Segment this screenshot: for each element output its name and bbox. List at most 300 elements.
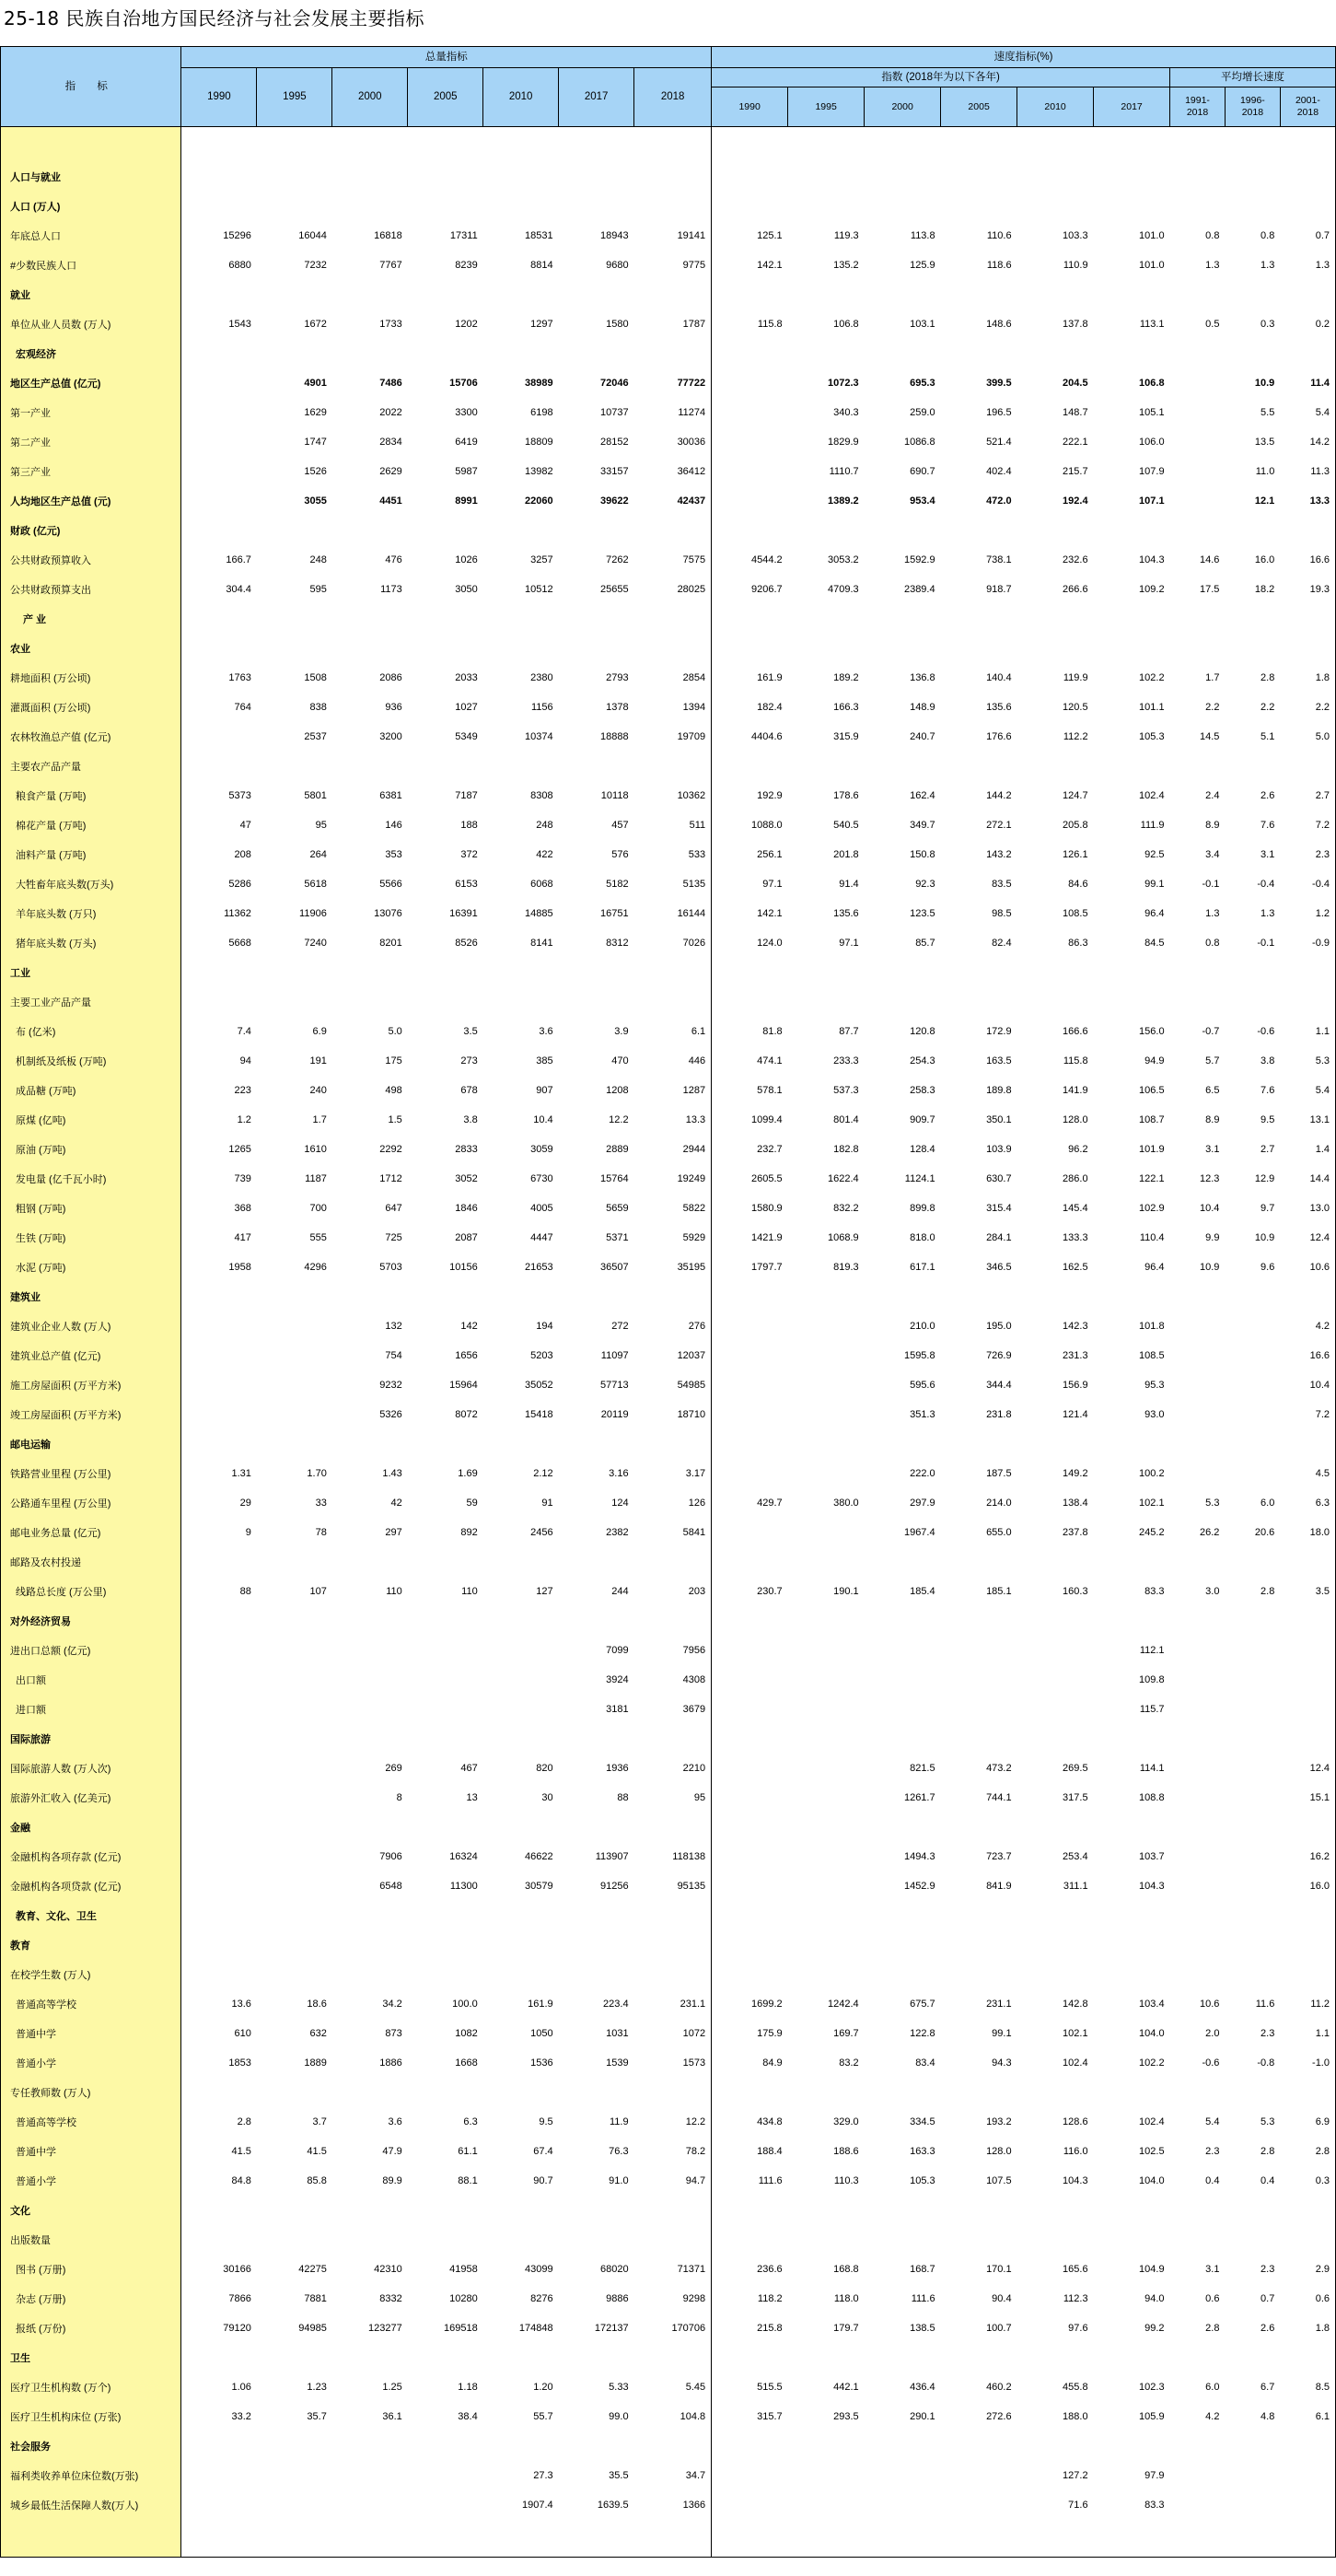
data-cell (181, 1547, 257, 1577)
data-cell (1225, 1960, 1280, 1989)
data-cell (1225, 516, 1280, 545)
data-cell (712, 2343, 788, 2372)
avg-period-header: 1996- 2018 (1225, 87, 1280, 127)
data-cell: 84.6 (1068, 879, 1088, 890)
data-cell (332, 2461, 408, 2490)
data-cell: 675.7 (910, 1999, 935, 2010)
data-cell (181, 1695, 257, 1724)
data-cell (1280, 2343, 1335, 2372)
data-cell (788, 2490, 865, 2520)
data-cell: 13982 (525, 466, 553, 477)
data-cell: 3.1 (1260, 849, 1275, 860)
data-cell: 6880 (228, 260, 251, 271)
data-cell: 71.6 (1068, 2500, 1088, 2511)
data-cell: 1297 (530, 319, 553, 330)
data-cell (408, 127, 483, 163)
data-cell: 1072 (634, 2019, 712, 2048)
data-cell (1094, 2431, 1170, 2461)
data-cell (1017, 162, 1094, 192)
data-cell (181, 1341, 257, 1370)
data-cell (1170, 1665, 1226, 1695)
data-cell: 3679 (634, 1695, 712, 1724)
data-cell: 179.7 (833, 2323, 859, 2334)
data-cell: 1.70 (307, 1468, 327, 1479)
data-cell (712, 1636, 788, 1665)
row-label: 地区生产总值 (亿元) (1, 368, 181, 398)
data-cell: 14.4 (1280, 1164, 1335, 1194)
data-cell (1280, 604, 1335, 634)
data-cell: 2389.4 (903, 584, 935, 595)
data-cell (865, 1429, 941, 1459)
data-cell (941, 987, 1017, 1017)
data-cell (408, 1901, 483, 1930)
data-cell (865, 2225, 941, 2255)
data-cell: 832.2 (833, 1203, 859, 1214)
data-cell (483, 1960, 559, 1989)
data-cell: 236.6 (757, 2264, 783, 2275)
data-cell: 103.4 (1139, 1999, 1165, 2010)
data-cell: 5182 (606, 879, 629, 890)
data-cell: 38.4 (458, 2411, 478, 2422)
data-cell (181, 2490, 257, 2520)
data-cell (559, 987, 634, 1017)
data-cell (1225, 634, 1280, 663)
data-cell: 819.3 (833, 1262, 859, 1273)
data-cell (634, 339, 712, 368)
table-row (1, 899, 1336, 928)
data-cell (1170, 127, 1226, 163)
data-cell: 36.1 (382, 2411, 402, 2422)
table-row (1, 339, 1336, 368)
data-cell: 3050 (455, 584, 478, 595)
data-cell: 13.6 (231, 1999, 251, 2010)
data-cell: 193.2 (986, 2116, 1012, 2127)
data-cell (941, 2343, 1017, 2372)
data-cell (257, 1724, 332, 1754)
data-cell (865, 1547, 941, 1577)
row-label: 粮食产量 (万吨) (1, 781, 181, 810)
data-cell: 8201 (379, 938, 402, 949)
data-cell: 142 (460, 1321, 478, 1332)
data-cell: 3924 (606, 1674, 629, 1685)
data-cell: 168.8 (833, 2264, 859, 2275)
table-header (1, 47, 1336, 127)
table-row (1, 2372, 1336, 2402)
data-cell (1280, 987, 1335, 1017)
year-header: 1990 (181, 68, 257, 127)
data-cell: 5.3 (1280, 1046, 1335, 1076)
data-cell (634, 1282, 712, 1311)
data-cell: 6548 (379, 1881, 402, 1892)
data-cell (941, 1606, 1017, 1636)
data-cell: 8.9 (1205, 820, 1220, 831)
data-cell (559, 752, 634, 781)
data-cell: 137.8 (1063, 319, 1088, 330)
data-cell: 26.2 (1200, 1527, 1220, 1538)
data-cell (1170, 1636, 1226, 1665)
data-cell (408, 2490, 483, 2520)
data-cell: 953.4 (910, 495, 935, 507)
data-cell: 91.0 (609, 2175, 629, 2186)
table-row (1, 162, 1336, 192)
data-cell (332, 604, 408, 634)
data-cell (181, 1783, 257, 1813)
data-cell: 297 (385, 1527, 402, 1538)
data-cell (1170, 1813, 1226, 1842)
data-cell (788, 2520, 865, 2558)
data-cell: 10.9 (1254, 1232, 1275, 1243)
data-cell (1017, 2343, 1094, 2372)
data-cell: 46622 (525, 1851, 553, 1862)
row-label (1, 127, 181, 163)
data-cell: 1452.9 (903, 1881, 935, 1892)
data-cell: 5.1 (1260, 731, 1275, 742)
data-cell: 16.0 (1254, 554, 1275, 565)
data-cell (181, 987, 257, 1017)
data-cell: 18943 (599, 230, 629, 241)
row-label: 出口额 (1, 1665, 181, 1695)
data-cell (634, 1901, 712, 1930)
data-cell (483, 1930, 559, 1960)
data-cell: 2.8 (1260, 1586, 1275, 1597)
data-cell: 329.0 (833, 2116, 859, 2127)
data-cell: 10362 (634, 781, 712, 810)
data-cell (788, 1311, 865, 1341)
data-cell: 104.8 (634, 2402, 712, 2431)
table-row (1, 2461, 1336, 2490)
table-row (1, 1518, 1336, 1547)
data-cell: 166.6 (1063, 1026, 1088, 1037)
data-cell: 105.3 (910, 2175, 935, 2186)
data-cell (865, 1695, 941, 1724)
data-cell (712, 1459, 788, 1488)
data-cell (181, 2461, 257, 2490)
data-cell: 5.0 (1280, 722, 1335, 752)
data-cell: 140.4 (986, 672, 1012, 683)
data-cell (181, 192, 257, 221)
data-cell (788, 2225, 865, 2255)
data-cell: 10.6 (1200, 1999, 1220, 2010)
data-cell: 429.7 (757, 1498, 783, 1509)
data-cell: 7232 (304, 260, 327, 271)
table-row (1, 2520, 1336, 2558)
data-cell (1017, 1665, 1094, 1695)
data-cell (483, 516, 559, 545)
data-cell (1225, 958, 1280, 987)
data-cell: 15.1 (1280, 1783, 1335, 1813)
data-cell (634, 2431, 712, 2461)
data-cell: 12.2 (634, 2107, 712, 2137)
data-cell: 6198 (530, 407, 553, 418)
row-label: 公共财政预算收入 (1, 545, 181, 575)
data-cell (788, 958, 865, 987)
data-cell (1094, 634, 1170, 663)
table-row (1, 368, 1336, 398)
data-cell: 188.4 (757, 2146, 783, 2157)
data-cell: 240.7 (910, 731, 935, 742)
data-cell (559, 1724, 634, 1754)
data-cell: 0.8 (1260, 230, 1275, 241)
data-cell (1094, 1429, 1170, 1459)
data-cell: 215.8 (757, 2323, 783, 2334)
data-cell: 9886 (606, 2293, 629, 2304)
data-cell: 1958 (228, 1262, 251, 1273)
data-cell (483, 192, 559, 221)
data-cell: 0.3 (1280, 2166, 1335, 2196)
data-cell (483, 1665, 559, 1695)
data-cell (1170, 2343, 1226, 2372)
data-cell: 169518 (443, 2323, 478, 2334)
data-cell (181, 457, 257, 486)
data-cell: 8332 (379, 2293, 402, 2304)
data-cell: 436.4 (910, 2382, 935, 2393)
data-cell: 116.0 (1063, 2146, 1088, 2157)
data-cell (941, 634, 1017, 663)
data-cell: 126 (634, 1488, 712, 1518)
data-cell (483, 127, 559, 163)
data-cell: 4901 (304, 378, 327, 389)
data-cell (941, 1960, 1017, 1989)
data-cell: 5286 (228, 879, 251, 890)
data-cell: 4.2 (1205, 2411, 1220, 2422)
data-cell: 498 (385, 1085, 402, 1096)
data-cell: 3.0 (1205, 1586, 1220, 1597)
data-cell: -1.0 (1280, 2048, 1335, 2078)
table-row (1, 251, 1336, 280)
data-cell: 7.2 (1280, 810, 1335, 840)
data-cell: 102.5 (1139, 2146, 1165, 2157)
data-cell (941, 1724, 1017, 1754)
data-cell (559, 339, 634, 368)
data-cell: 821.5 (910, 1763, 935, 1774)
data-cell: 160.3 (1063, 1586, 1088, 1597)
data-cell: 128.4 (910, 1144, 935, 1155)
row-label: 金融机构各项存款 (亿元) (1, 1842, 181, 1871)
data-cell (408, 987, 483, 1017)
data-cell: 1027 (455, 702, 478, 713)
data-cell: 126.1 (1063, 849, 1088, 860)
data-cell: 94985 (298, 2323, 327, 2334)
data-cell (181, 1311, 257, 1341)
data-cell (1094, 1547, 1170, 1577)
data-cell: 138.5 (910, 2323, 935, 2334)
data-cell (634, 604, 712, 634)
row-label: 医疗卫生机构床位 (万张) (1, 2402, 181, 2431)
data-cell: 0.4 (1260, 2175, 1275, 2186)
data-cell: 110.6 (986, 230, 1012, 241)
data-cell: 172.9 (986, 1026, 1012, 1037)
data-cell (865, 1813, 941, 1842)
data-cell (257, 2461, 332, 2490)
data-cell: 576 (611, 849, 629, 860)
data-cell: 1.25 (382, 2382, 402, 2393)
data-cell (483, 1547, 559, 1577)
data-cell: 94.7 (634, 2166, 712, 2196)
data-cell: 54985 (634, 1370, 712, 1400)
data-cell (1170, 1754, 1226, 1783)
data-cell (865, 1930, 941, 1960)
data-cell (788, 1754, 865, 1783)
row-label: 成品糖 (万吨) (1, 1076, 181, 1105)
data-cell: 187.5 (986, 1468, 1012, 1479)
data-cell: 4.8 (1260, 2411, 1275, 2422)
data-cell: 286.0 (1063, 1173, 1088, 1184)
data-cell: 256.1 (757, 849, 783, 860)
data-cell (788, 1547, 865, 1577)
data-cell (865, 2078, 941, 2107)
data-cell (257, 1547, 332, 1577)
data-cell (559, 192, 634, 221)
table-row (1, 2137, 1336, 2166)
data-cell: 1936 (606, 1763, 629, 1774)
data-cell (1170, 1459, 1226, 1488)
data-cell: 204.5 (1063, 378, 1088, 389)
data-cell: 111.6 (758, 2175, 783, 2186)
data-cell: 91256 (599, 1881, 629, 1892)
data-cell: 118.6 (986, 260, 1012, 271)
data-cell: 5.4 (1205, 2116, 1220, 2127)
row-label: 油料产量 (万吨) (1, 840, 181, 869)
data-cell (257, 1341, 332, 1370)
data-cell (712, 2431, 788, 2461)
data-cell: 163.5 (986, 1055, 1012, 1067)
data-cell (1017, 127, 1094, 163)
data-cell: 7240 (304, 938, 327, 949)
data-cell: 521.4 (986, 437, 1012, 448)
data-cell: 175.9 (757, 2028, 783, 2039)
data-cell (332, 192, 408, 221)
data-cell: -0.1 (1202, 879, 1220, 890)
data-cell (712, 2078, 788, 2107)
data-cell (483, 2520, 559, 2558)
data-cell (1170, 1370, 1226, 1400)
data-cell: 103.1 (910, 319, 935, 330)
data-cell: 273 (460, 1055, 478, 1067)
data-cell: 11.2 (1280, 1989, 1335, 2019)
data-cell (712, 398, 788, 427)
data-cell: 8141 (530, 938, 553, 949)
data-cell: 144.2 (986, 790, 1012, 801)
data-cell (712, 2196, 788, 2225)
data-cell (788, 162, 865, 192)
row-label: 专任教师数 (万人) (1, 2078, 181, 2107)
data-cell: 162.4 (910, 790, 935, 801)
data-cell (408, 516, 483, 545)
data-cell: 104.3 (1063, 2175, 1088, 2186)
row-label: 教育、文化、卫生 (1, 1901, 181, 1930)
speed-group-header: 速度指标(%) (712, 47, 1336, 68)
data-cell (1225, 1400, 1280, 1429)
data-cell: 39622 (599, 495, 629, 507)
data-cell: 578.1 (757, 1085, 783, 1096)
data-cell (865, 2343, 941, 2372)
data-cell (559, 2196, 634, 2225)
data-cell: 42275 (298, 2264, 327, 2275)
data-cell (1280, 1901, 1335, 1930)
data-cell: 266.6 (1063, 584, 1088, 595)
data-cell: 135.2 (833, 260, 859, 271)
data-cell (634, 1960, 712, 1989)
data-cell: 90.4 (992, 2293, 1012, 2304)
data-cell: 248 (536, 820, 553, 831)
data-cell (712, 1665, 788, 1695)
data-cell: 85.7 (915, 938, 935, 949)
data-cell (1094, 1930, 1170, 1960)
data-cell: 99.0 (609, 2411, 629, 2422)
row-label: 人均地区生产总值 (元) (1, 486, 181, 516)
data-cell (332, 2520, 408, 2558)
data-cell (332, 162, 408, 192)
year-header: 2005 (408, 68, 483, 127)
data-cell: 5929 (634, 1223, 712, 1253)
data-cell: 83.5 (992, 879, 1012, 890)
data-cell: 2.3 (1260, 2264, 1275, 2275)
data-cell (788, 1930, 865, 1960)
data-cell: 19141 (634, 221, 712, 251)
data-cell (1225, 280, 1280, 309)
data-cell (941, 1429, 1017, 1459)
row-label: 进出口总额 (亿元) (1, 1636, 181, 1665)
data-cell: 723.7 (986, 1851, 1012, 1862)
data-cell: 135.6 (986, 702, 1012, 713)
data-cell (1170, 162, 1226, 192)
data-cell: 120.8 (910, 1026, 935, 1037)
data-cell: 818.0 (910, 1232, 935, 1243)
data-cell: 188.0 (1063, 2411, 1088, 2422)
data-cell: 272.6 (986, 2411, 1012, 2422)
data-cell (1170, 339, 1226, 368)
data-cell (1225, 1901, 1280, 1930)
data-cell: 10737 (599, 407, 629, 418)
data-cell: 16144 (634, 899, 712, 928)
data-cell: 108.5 (1063, 908, 1088, 919)
data-cell (1170, 2461, 1226, 2490)
data-cell: 0.3 (1260, 319, 1275, 330)
data-cell: 8312 (606, 938, 629, 949)
data-cell: 5203 (530, 1350, 553, 1361)
data-cell (1017, 1960, 1094, 1989)
data-cell: 88.1 (458, 2175, 478, 2186)
year-header: 2017 (559, 68, 634, 127)
data-cell: 118.0 (833, 2293, 859, 2304)
data-cell: 0.8 (1205, 938, 1220, 949)
data-cell: 349.7 (910, 820, 935, 831)
data-cell: 8526 (455, 938, 478, 949)
data-cell (257, 2078, 332, 2107)
data-cell: 2537 (304, 731, 327, 742)
data-cell: 16.6 (1280, 545, 1335, 575)
data-cell (865, 987, 941, 1017)
data-cell: 1.7 (312, 1114, 327, 1125)
data-cell (1280, 339, 1335, 368)
data-cell (1280, 1636, 1335, 1665)
data-cell (865, 280, 941, 309)
data-cell (1017, 192, 1094, 221)
data-cell: 3.6 (388, 2116, 402, 2127)
indicator-header: 指 标 (1, 47, 181, 127)
data-cell: 726.9 (986, 1350, 1012, 1361)
data-cell: 208 (234, 849, 251, 860)
data-cell: 36412 (634, 457, 712, 486)
data-cell: 8991 (455, 495, 478, 507)
data-cell (1094, 2520, 1170, 2558)
data-cell: 9206.7 (750, 584, 783, 595)
data-cell: 11300 (449, 1881, 478, 1892)
data-cell: 5.3 (1260, 2116, 1275, 2127)
data-cell: 79120 (223, 2323, 251, 2334)
data-cell: 7099 (606, 1645, 629, 1656)
data-cell: 10.4 (1280, 1370, 1335, 1400)
